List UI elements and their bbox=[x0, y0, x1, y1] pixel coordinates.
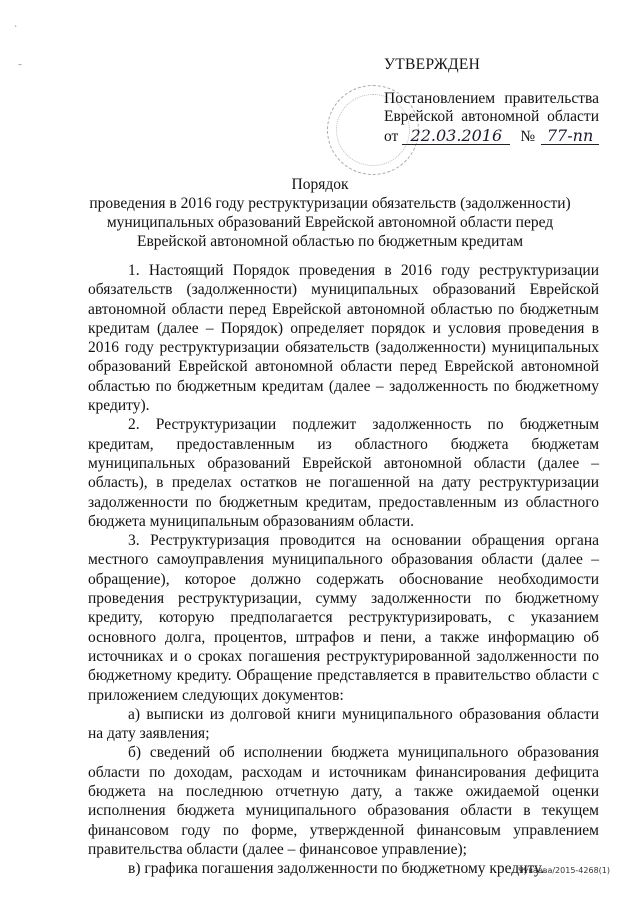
decree-text: Постановлением bbox=[384, 90, 496, 107]
scan-mark: – bbox=[18, 60, 22, 69]
paragraph: 3. Реструктуризация проводится на основании обращения органа местного самоуправления муниципального образования области (далее – обращение), которое должно содержать обоснование необходимости проведения реструктуризации, сумму задолженности по бюджетному кредиту, которую предполагается реструктуризировать, с указанием основного долга, процентов, штрафов и пени, а также информацию об источниках и о сроках погашения реструктурированной задолженности по бюджетному кредиту. Обращение представляется в правительство области с приложением следующих документов: bbox=[88, 532, 599, 704]
decree-line bbox=[384, 108, 599, 126]
scan-mark: ˎ bbox=[14, 18, 18, 27]
decree-number: 77-пп bbox=[541, 127, 599, 145]
decree-reference bbox=[384, 90, 599, 146]
decree-text: области bbox=[547, 108, 599, 125]
number-sign: № bbox=[520, 128, 536, 145]
decree-line bbox=[384, 90, 599, 108]
paragraph: в) графика погашения задолженности по бюджетному кредиту. bbox=[128, 860, 545, 878]
footer-code: Чуваева/2015-4268(1) bbox=[517, 866, 610, 875]
document-subtitle: проведения в 2016 году реструктуризации обязательств (задолженности) муниципальных образований Еврейской автономной области перед Еврейской автономной областью по бюджетным кредитам bbox=[89, 195, 571, 250]
decree-date-line bbox=[384, 127, 599, 146]
decree-text: автономной bbox=[461, 108, 540, 125]
document-body bbox=[88, 261, 599, 879]
approved-heading: УТВЕРЖДЕН bbox=[384, 56, 481, 73]
paragraph: 1. Настоящий Порядок проведения в 2016 году реструктуризации обязательств (задолженности) муниципальных образований Еврейской автономной области перед Еврейской автономной областью по бюджетным кредитам (далее – Порядок) определяет порядок и условия проведения в 2016 году реструктуризации обязательств (задолженности) муниципальных образований Еврейской автономной области перед Еврейской автономной областью по бюджетным кредитам (далее – задолженность по бюджетному кредиту). bbox=[88, 262, 599, 415]
paragraph: б) сведений об исполнении бюджета муниципального образования области по доходам, расходам и источникам финансирования дефицита бюджета на последнюю отчетную дату, а также ожидаемой оценки исполнения бюджета муниципального образования области в текущем финансовом году по форме, утвержденной финансовым управлением правительства области (далее – финансовое управление); bbox=[88, 744, 599, 858]
document-title: Порядок bbox=[291, 176, 349, 193]
decree-date: 22.03.2016 bbox=[402, 127, 510, 145]
paragraph: 2. Реструктуризации подлежит задолженность по бюджетным кредитам, предоставленным из областного бюджета бюджетам муниципальных образований Еврейской автономной области (далее – область), в пределах остатков не погашенной на дату реструктуризации задолженности по бюджетным кредитам, предоставленным из областного бюджета муниципальным образованиям области. bbox=[88, 416, 599, 530]
decree-text: Еврейской bbox=[384, 108, 454, 125]
decree-text: правительства bbox=[504, 90, 599, 107]
paragraph: а) выписки из долговой книги муниципального образования области на дату заявления; bbox=[88, 705, 599, 743]
from-label: от bbox=[384, 128, 399, 145]
